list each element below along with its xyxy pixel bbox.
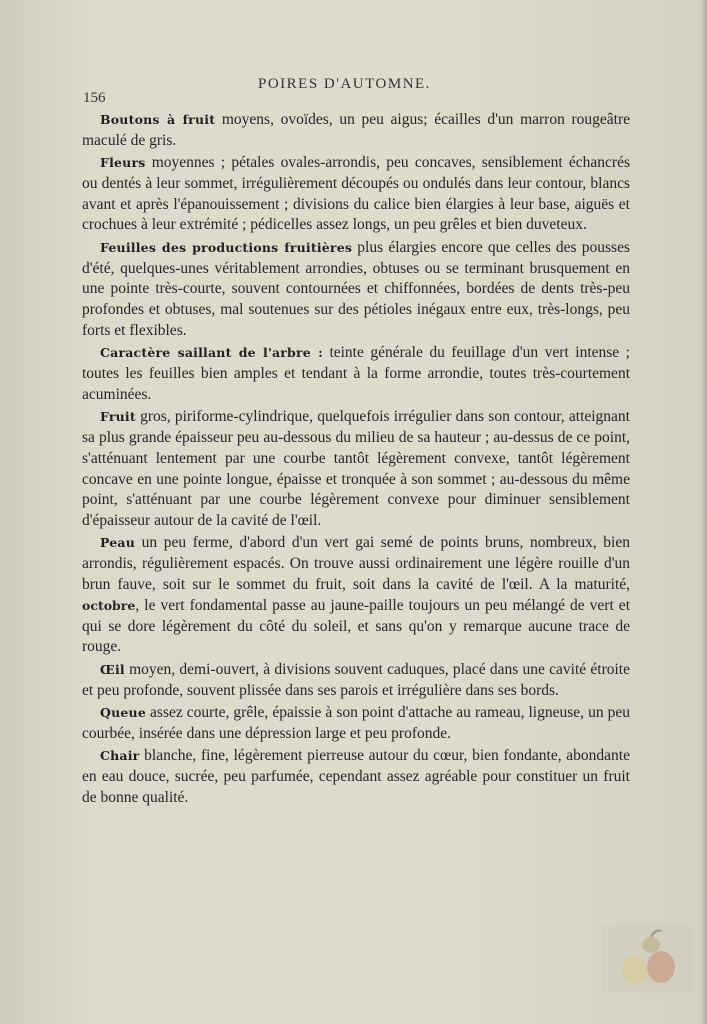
fruit-icon bbox=[647, 951, 675, 983]
lead-term: Caractère saillant de l'arbre : bbox=[100, 345, 323, 361]
paragraph-text: blanche, fine, légèrement pierreuse autour du cœur, bien fondante, abondante en eau douce, sucrée, peu parfumée, cependant assez agréable pour constituer un fruit de bonne qualité. bbox=[82, 746, 630, 806]
lead-term: Fruit bbox=[100, 409, 136, 425]
lead-term: Œil bbox=[100, 661, 125, 677]
page-gutter-shadow bbox=[701, 0, 707, 1024]
body-text bbox=[82, 110, 630, 810]
paragraph-text: assez courte, grêle, épaissie à son point d'attache au rameau, ligneuse, un peu courbée, insérée dans une dépression large et peu profonde. bbox=[82, 703, 630, 742]
lead-term: Peau bbox=[100, 535, 136, 551]
paragraph-feuilles bbox=[82, 238, 630, 342]
inline-emphasis: octobre bbox=[82, 597, 136, 613]
paragraph-text: plus élargies encore que celles des pousses d'été, quelques-unes véritablement arrondies, obtuses ou se terminant brusquement en une pointe très-courte, souvent contournées et chiffonnées, bordées de dents très-peu profondes et obtuses, mal soutenues sur des pétioles inégaux entre eux, très-longs, peu forts et flexibles. bbox=[82, 238, 630, 339]
watermark-logo bbox=[601, 925, 693, 993]
paragraph-text: moyen, demi-ouvert, à divisions souvent caduques, placé dans une cavité étroite et peu profonde, souvent plissée dans ses parois et irrégulière dans ses bords. bbox=[82, 660, 630, 699]
page-number: 156 bbox=[83, 90, 106, 106]
paragraph-caractere bbox=[82, 343, 630, 405]
paragraph-fruit bbox=[82, 407, 630, 532]
paragraph-text: teinte générale du feuillage d'un vert intense ; toutes les feuilles bien amples et tendant à la forme arrondie, toutes très-courtement acuminées. bbox=[82, 344, 630, 403]
paragraph-text-continued: , le vert fondamental passe au jaune-paille toujours un peu mélangé de vert et qui se dore légèrement du côté du soleil, et sans qu'on y remarque aucune trace de rouge. bbox=[82, 596, 630, 656]
paragraph-boutons bbox=[82, 110, 630, 152]
fruit-icon bbox=[622, 956, 648, 984]
paragraph-text: moyennes ; pétales ovales-arrondis, peu concaves, sensiblement échancrés ou dentés à leur sommet, irrégulièrement découpés ou ondulés dans leur contour, blancs avant et après l'épanouissement ; divisions du calice bien élargies à leur base, aiguës et crochues à leur extrémité ; pédicelles assez longs, un peu grêles et bien duveteux. bbox=[82, 154, 630, 234]
paragraph-chair bbox=[82, 746, 630, 808]
paragraph-oeil bbox=[82, 660, 630, 702]
lead-term: Boutons à fruit bbox=[100, 112, 216, 127]
paragraph-text: un peu ferme, d'abord d'un vert gai semé de points bruns, nombreux, bien arrondis, régulièrement espacés. On trouve aussi ordinairement une légère rouille d'un brun fauve, soit sur le sommet du fruit, soit dans la cavité de l'œil. A la maturité, bbox=[82, 534, 630, 594]
lead-term: Chair bbox=[100, 747, 140, 763]
lead-term: Queue bbox=[100, 704, 146, 720]
lead-term: Fleurs bbox=[100, 155, 146, 171]
paragraph-text: gros, piriforme-cylindrique, quelquefois irrégulier dans son contour, atteignant sa plus grande épaisseur peu au-dessous du milieu de sa hauteur ; au-dessus de ce point, s'atténuant lentement par une courbe tantôt légèrement convexe, tantôt légèrement concave en une pointe longue, épaisse et tronquée à son sommet ; au-dessous du même point, s'atténuant par une courbe légèrement convexe pour diminuer sensiblement d'épaisseur autour de la cavité de l'œil. bbox=[82, 408, 630, 530]
paragraph-fleurs bbox=[82, 153, 630, 236]
running-head: POIRES D'AUTOMNE. bbox=[258, 76, 431, 92]
paragraph-text: moyens, ovoïdes, un peu aigus; écailles d'un marron rougeâtre maculé de gris. bbox=[82, 111, 630, 149]
lead-term: Feuilles des productions fruitières bbox=[100, 239, 353, 255]
paragraph-queue bbox=[82, 703, 630, 745]
paragraph-peau bbox=[82, 533, 630, 658]
fruit-icon bbox=[642, 937, 660, 953]
